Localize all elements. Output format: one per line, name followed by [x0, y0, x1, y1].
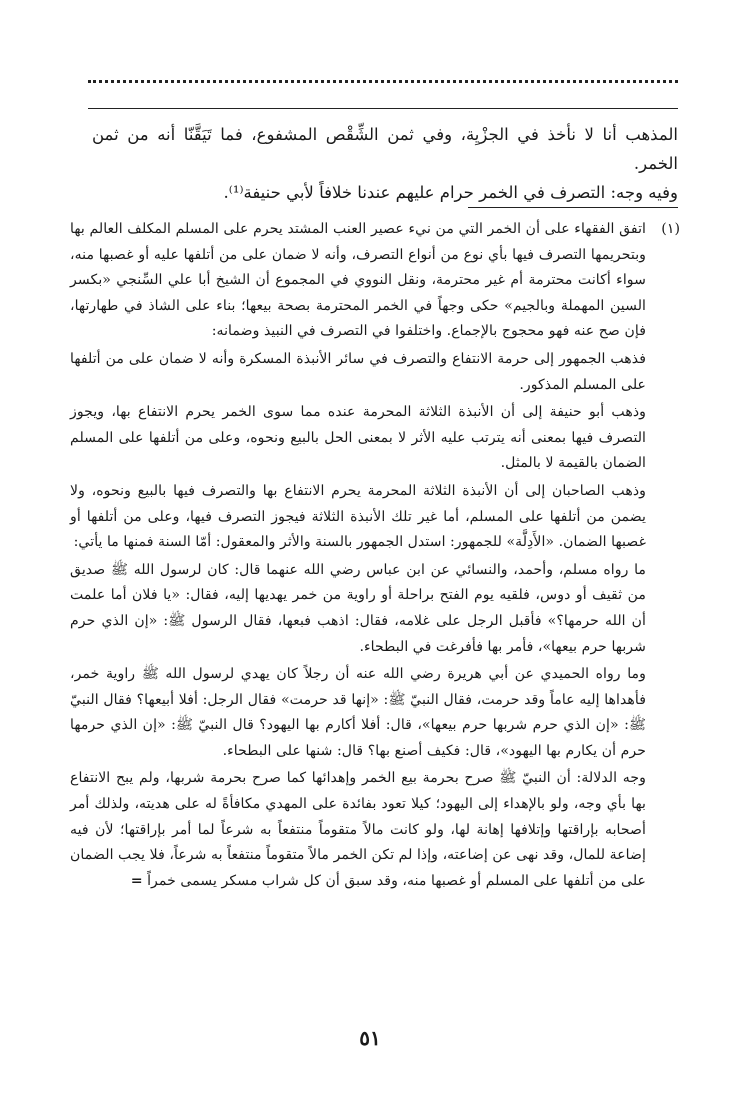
main-paragraph: المذهب أنا لا نأخذ في الجزْيِة، وفي ثمن الشِّقْص المشفوع، فما تَيَقَّنّا أنه من ثمن الخمر. [92, 125, 678, 173]
top-dotted-rule [88, 80, 678, 93]
footnote-paragraph: اتفق الفقهاء على أن الخمر التي من نيء عصير العنب المشتد يحرم على المسلم المكلف العالم بها وبتحريمها التصرف فيها بأي نوع من أنواع التصرف، وأنه لا ضمان على من أتلفها عليه أو غصبها منه، سواء أكانت محترمة أم غير محترمة، ونقل النووي في المجموع أن الشيخ أبا علي السِّنجي «بكسر السين المهملة وبالجيم» حكى وجهاً في الخمر المحترمة بصحة بيعها؛ بناء على الشاذ في طهارتها، فإن صح عنه فهو محجوج بالإجماع. واختلفوا في التصرف في النبيذ وضمانه: [70, 221, 646, 340]
footnote-paragraph: ما رواه مسلم، وأحمد، والنسائي عن ابن عباس رضي الله عنهما قال: كان لرسول الله ﷺ صديق من ثقيف أو دوس، فلقيه يوم الفتح براحلة أو راوية من خمر يهديها إليه، فقال: «يا فلان أما علمت أن الله حرمها؟» فأقبل الرجل على غلامه، فقال: اذهب فبعها، فقال الرسول ﷺ: «إن الذي حرم شربها حرم بيعها»، فأمر بها فأفرغت في البطحاء. [70, 561, 646, 655]
footnote-paragraph: وما رواه الحميدي عن أبي هريرة رضي الله عنه أن رجلاً كان يهدي لرسول الله ﷺ راوية خمر، فأهداها إليه عاماً وقد حرمت، فقال النبيّ ﷺ: «إنها قد حرمت» فقال الرجل: أفلا أبيعها؟ فقال النبيّ ﷺ: «إن الذي حرم شربها حرم بيعها»، قال: أفلا أكارم بها اليهود؟ قال النبيّ ﷺ: «إن الذي حرمها حرم أن يكارم بها اليهود»، قال: فكيف أصنع بها؟ قال: شنها على البطحاء. [70, 666, 646, 759]
top-rule [88, 108, 678, 109]
footnote-last-paragraph [70, 766, 646, 894]
footnote-paragraph: وجه الدلالة: أن النبيّ ﷺ صرح بحرمة بيع الخمر وإهدائها كما صرح بحرمة شربها، ولم يبح الانتفاع بها بأي وجه، ولو بالإهداء إلى اليهود؛ كيلا تعود بفائدة على المهدي مكافأةً له على هديته، ولذلك أمر أصحابه بإراقتها وإتلافها إهانة لها، ولو كانت مالاً متقوماً منتفعاً به شرعاً لما أمر بإراقتها؛ لأن فيه إضاعة للمال، وقد نهى عن إضاعته، وإذا لم تكن الخمر مالاً متقوماً منتفعاً به شرعاً، فلا يجب الضمان على من أتلفها على المسلم أو غصبها منه، وقد سبق أن كل شراب مسكر يسمى خمراً [70, 770, 646, 889]
footnote-paragraph: فذهب الجمهور إلى حرمة الانتفاع والتصرف في سائر الأنبذة المسكرة وأنه لا ضمان على من أتلفها على المسلم المذكور. [70, 350, 646, 393]
footnote-block [70, 217, 680, 896]
footnote-number: (١) [661, 221, 680, 237]
page-number: ٥١ [359, 1026, 381, 1050]
main-text [92, 120, 678, 207]
footnote-separator [468, 207, 678, 208]
footnote-paragraph: وذهب الصاحبان إلى أن الأنبذة الثلاثة المحرمة يحرم الانتفاع بها والتصرف فيها بالبيع ونحوه، ولا يضمن من أتلفها على المسلم، أما غير تلك الأنبذة الثلاثة فيجوز التصرف فيها، وعلى من أتلفها أو غصبها الضمان. «الأَدِلَّة» للجمهور: استدل الجمهور بالسنة والأثر والمعقول: أمّا السنة فمنها ما يأتي: [70, 482, 646, 551]
main-paragraph: وفيه وجه: التصرف في الخمر حرام عليهم عندنا خلافاً لأبي حنيفة⁽¹⁾. [223, 183, 678, 202]
footnote-paragraph: وذهب أبو حنيفة إلى أن الأنبذة الثلاثة المحرمة عنده مما سوى الخمر يحرم الانتفاع بها، ويجوز التصرف فيها بمعنى أنه يترتب عليه الأثر لا بمعنى الحل بالبيع ونحوه، وعلى من أتلفها على المسلم الضمان بالقيمة لا بالمثل. [70, 404, 646, 472]
footnote-body [70, 217, 646, 894]
continuation-mark: = [130, 872, 143, 889]
